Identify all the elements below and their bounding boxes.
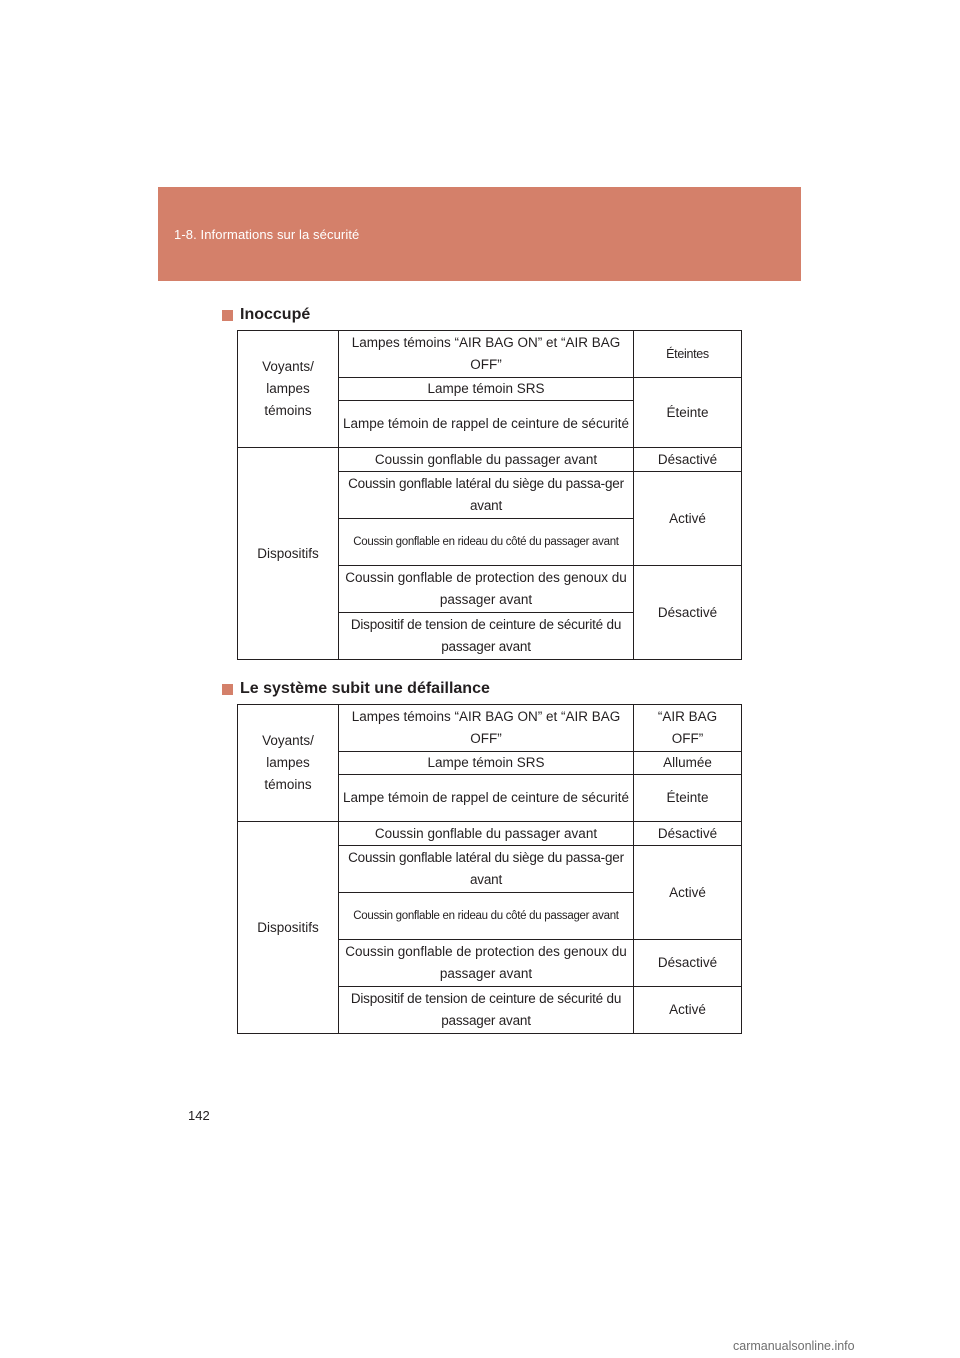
item-cell: Coussin gonflable en rideau du côté du passager avant — [339, 519, 634, 566]
state-cell: Désactivé — [634, 566, 742, 660]
state-cell: Désactivé — [634, 448, 742, 472]
section-title-text: Inoccupé — [240, 306, 311, 323]
page-number: 142 — [188, 1108, 210, 1123]
watermark: carmanualsonline.info — [733, 1339, 855, 1353]
table-row — [238, 331, 742, 378]
square-bullet-icon — [222, 310, 233, 321]
section-title-text: Le système subit une défaillance — [240, 680, 490, 697]
state-cell: Activé — [634, 846, 742, 940]
state-cell: Éteinte — [634, 378, 742, 448]
dispositifs-label-cell: Dispositifs — [238, 822, 339, 1034]
state-cell: Activé — [634, 472, 742, 566]
item-cell: Lampe témoin SRS — [339, 378, 634, 401]
item-cell: Coussin gonflable latéral du siège du passa-ger avant — [339, 472, 634, 519]
status-table-defaillance — [237, 704, 742, 1034]
table-row — [238, 705, 742, 752]
chapter-section-label: 1-8. Informations sur la sécurité — [174, 227, 360, 242]
item-cell: Coussin gonflable du passager avant — [339, 822, 634, 846]
state-cell: “AIR BAG OFF” — [634, 705, 742, 752]
item-cell: Lampe témoin de rappel de ceinture de sécurité — [339, 401, 634, 448]
voyants-label-cell: Voyants/ lampes témoins — [238, 705, 339, 822]
section-title-defaillance — [222, 680, 490, 698]
table-row — [238, 822, 742, 846]
item-cell: Dispositif de tension de ceinture de sécurité du passager avant — [339, 987, 634, 1034]
item-cell: Lampes témoins “AIR BAG ON” et “AIR BAG OFF” — [339, 705, 634, 752]
item-cell: Lampe témoin de rappel de ceinture de sécurité — [339, 775, 634, 822]
item-cell: Coussin gonflable du passager avant — [339, 448, 634, 472]
item-cell: Coussin gonflable de protection des genoux du passager avant — [339, 566, 634, 613]
table-row — [238, 448, 742, 472]
item-cell: Coussin gonflable en rideau du côté du passager avant — [339, 893, 634, 940]
item-cell: Lampe témoin SRS — [339, 752, 634, 775]
item-cell: Coussin gonflable de protection des genoux du passager avant — [339, 940, 634, 987]
dispositifs-label-cell: Dispositifs — [238, 448, 339, 660]
chapter-header-band — [158, 187, 801, 281]
state-cell: Allumée — [634, 752, 742, 775]
state-cell: Activé — [634, 987, 742, 1034]
item-cell: Lampes témoins “AIR BAG ON” et “AIR BAG OFF” — [339, 331, 634, 378]
item-cell: Dispositif de tension de ceinture de sécurité du passager avant — [339, 613, 634, 660]
status-table-inoccupe — [237, 330, 742, 660]
state-cell: Éteinte — [634, 775, 742, 822]
item-cell: Coussin gonflable latéral du siège du passa-ger avant — [339, 846, 634, 893]
state-cell: Éteintes — [634, 331, 742, 378]
state-cell: Désactivé — [634, 940, 742, 987]
state-cell: Désactivé — [634, 822, 742, 846]
square-bullet-icon — [222, 684, 233, 695]
section-title-inoccupe — [222, 306, 310, 324]
voyants-label-cell: Voyants/ lampes témoins — [238, 331, 339, 448]
